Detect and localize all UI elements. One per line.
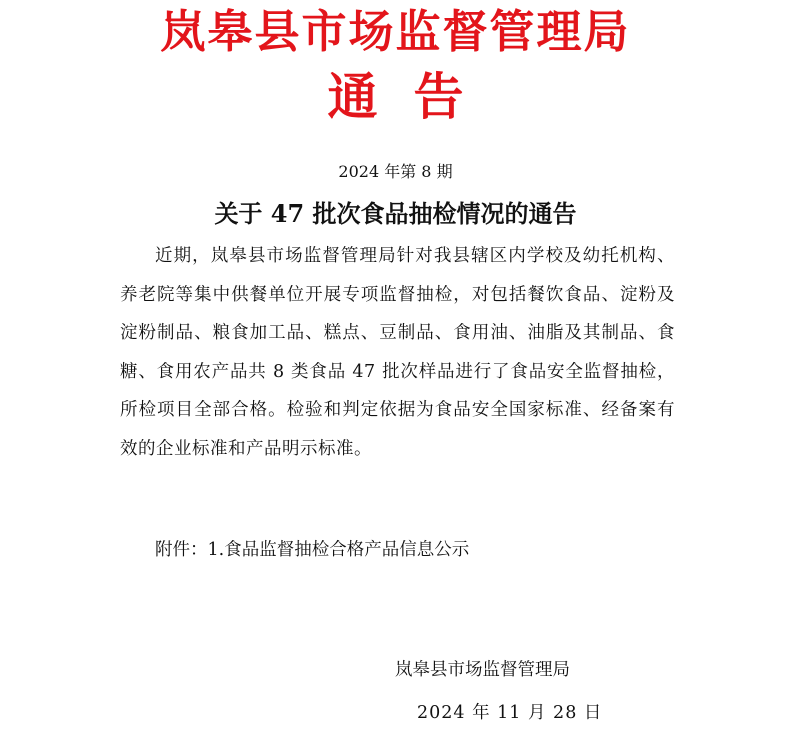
agency-title: 岚皋县市场监督管理局 bbox=[160, 5, 631, 58]
issue-number: 2024 年第 8 期 bbox=[338, 162, 453, 181]
signature-organization: 岚皋县市场监督管理局 bbox=[395, 660, 570, 680]
attachment-line: 附件：1.食品监督抽检合格产品信息公示 bbox=[155, 540, 470, 560]
document-title: 关于 47 批次食品抽检情况的通告 bbox=[214, 199, 577, 228]
notice-heading: 通告 bbox=[327, 67, 500, 126]
body-paragraph: 近期，岚皋县市场监督管理局针对我县辖区内学校及幼托机构、养老院等集中供餐单位开展专项监督抽检，对包括餐饮食品、淀粉及淀粉制品、粮食加工品、糕点、豆制品、食用油、油脂及其制品、食糖、食用农产品共 8 类食品 47 批次样品进行了食品安全监督抽检，所检项目全部合格。检验和判定依据为食品安全国家标准、经备案有效的企业标准和产品明示标准。 bbox=[120, 246, 675, 459]
signature-date: 2024 年 11 月 28 日 bbox=[417, 703, 603, 723]
